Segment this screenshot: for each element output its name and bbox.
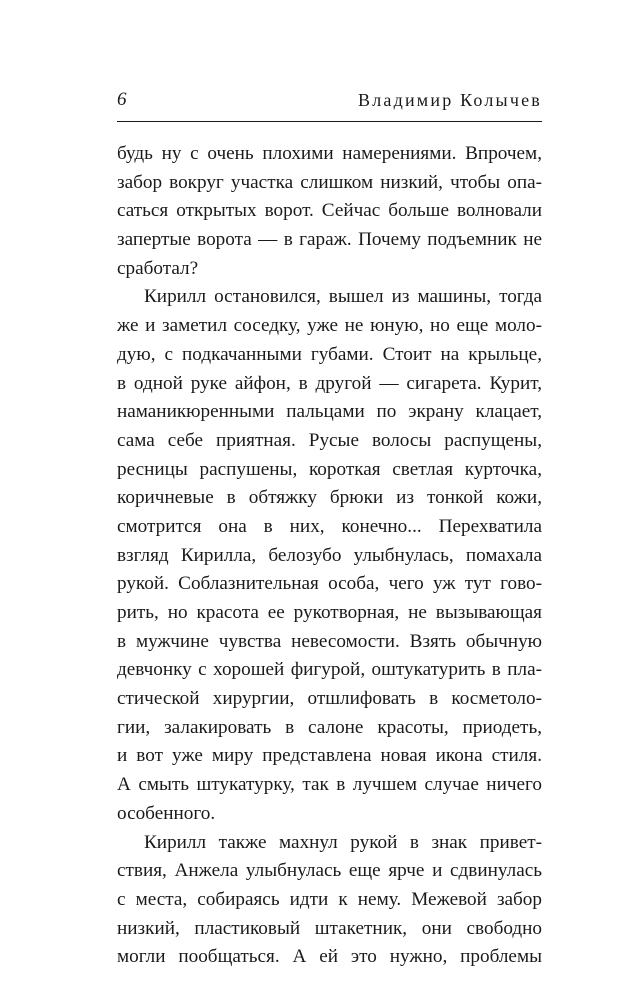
text-line: А смыть штукатурку, так в лучшем случае ничего [117,774,542,796]
text-line: Кирилл также махнул рукой в знак привет- [144,831,542,853]
text-line: девчонку с хорошей фигурой, оштукатурить в пла- [117,659,542,681]
text-line: гии, залакировать в салоне красоты, приодеть, [117,716,542,738]
text-line: забор вокруг участка слишком низкий, чтобы опа- [117,171,542,193]
text-line: наманикюренными пальцами по экрану клацает, [117,401,542,423]
text-line: низкий, пластиковый штакетник, они свободно [117,917,542,939]
text-line: смотрится она в них, конечно... Перехватила [117,515,542,537]
text-line: в одной руке айфон, в другой — сигарета. Курит, [117,372,542,394]
text-line: особенного. [117,802,216,824]
text-line: коричневые в обтяжку брюки из тонкой кожи, [117,487,542,509]
text-line: саться открытых ворот. Сейчас больше волновали [117,200,542,222]
text-line: стической хирургии, отшлифовать в косметоло- [117,688,542,710]
text-line: с места, собираясь идти к нему. Межевой забор [117,888,542,910]
text-line: и вот уже миру представлена новая икона стиля. [117,745,542,767]
running-head-author: Владимир Колычев [358,90,542,110]
text-line: в мужчине чувства невесомости. Взять обычную [117,630,542,652]
text-line: будь ну с очень плохими намерениями. Впрочем, [117,143,542,164]
text-line: ствия, Анжела улыбнулась еще ярче и сдвинулась [117,860,542,882]
text-line: сработал? [117,257,199,279]
body-text [117,140,542,972]
text-line: запертые ворота — в гараж. Почему подъемник не [117,229,542,251]
text-line: же и заметил соседку, уже не юную, но еще моло- [117,315,542,337]
text-line: рукой. Соблазнительная особа, чего уж тут гово- [117,573,542,595]
text-line: сама себе приятная. Русые волосы распущены, [117,429,542,451]
running-head [117,86,542,118]
text-line: взгляд Кирилла, белозубо улыбнулась, помахала [117,544,542,566]
text-line: могли пообщаться. А ей это нужно, проблемы [117,946,542,968]
text-line: Кирилл остановился, вышел из машины, тогда [144,286,542,308]
page-number: 6 [117,89,127,110]
text-line: дую, с подкачанными губами. Стоит на крыльце, [117,343,542,365]
header-rule [117,121,542,122]
text-line: рить, но красота ее рукотворная, не вызывающая [117,602,542,623]
text-line: ресницы распушены, короткая светлая курточка, [117,458,542,480]
